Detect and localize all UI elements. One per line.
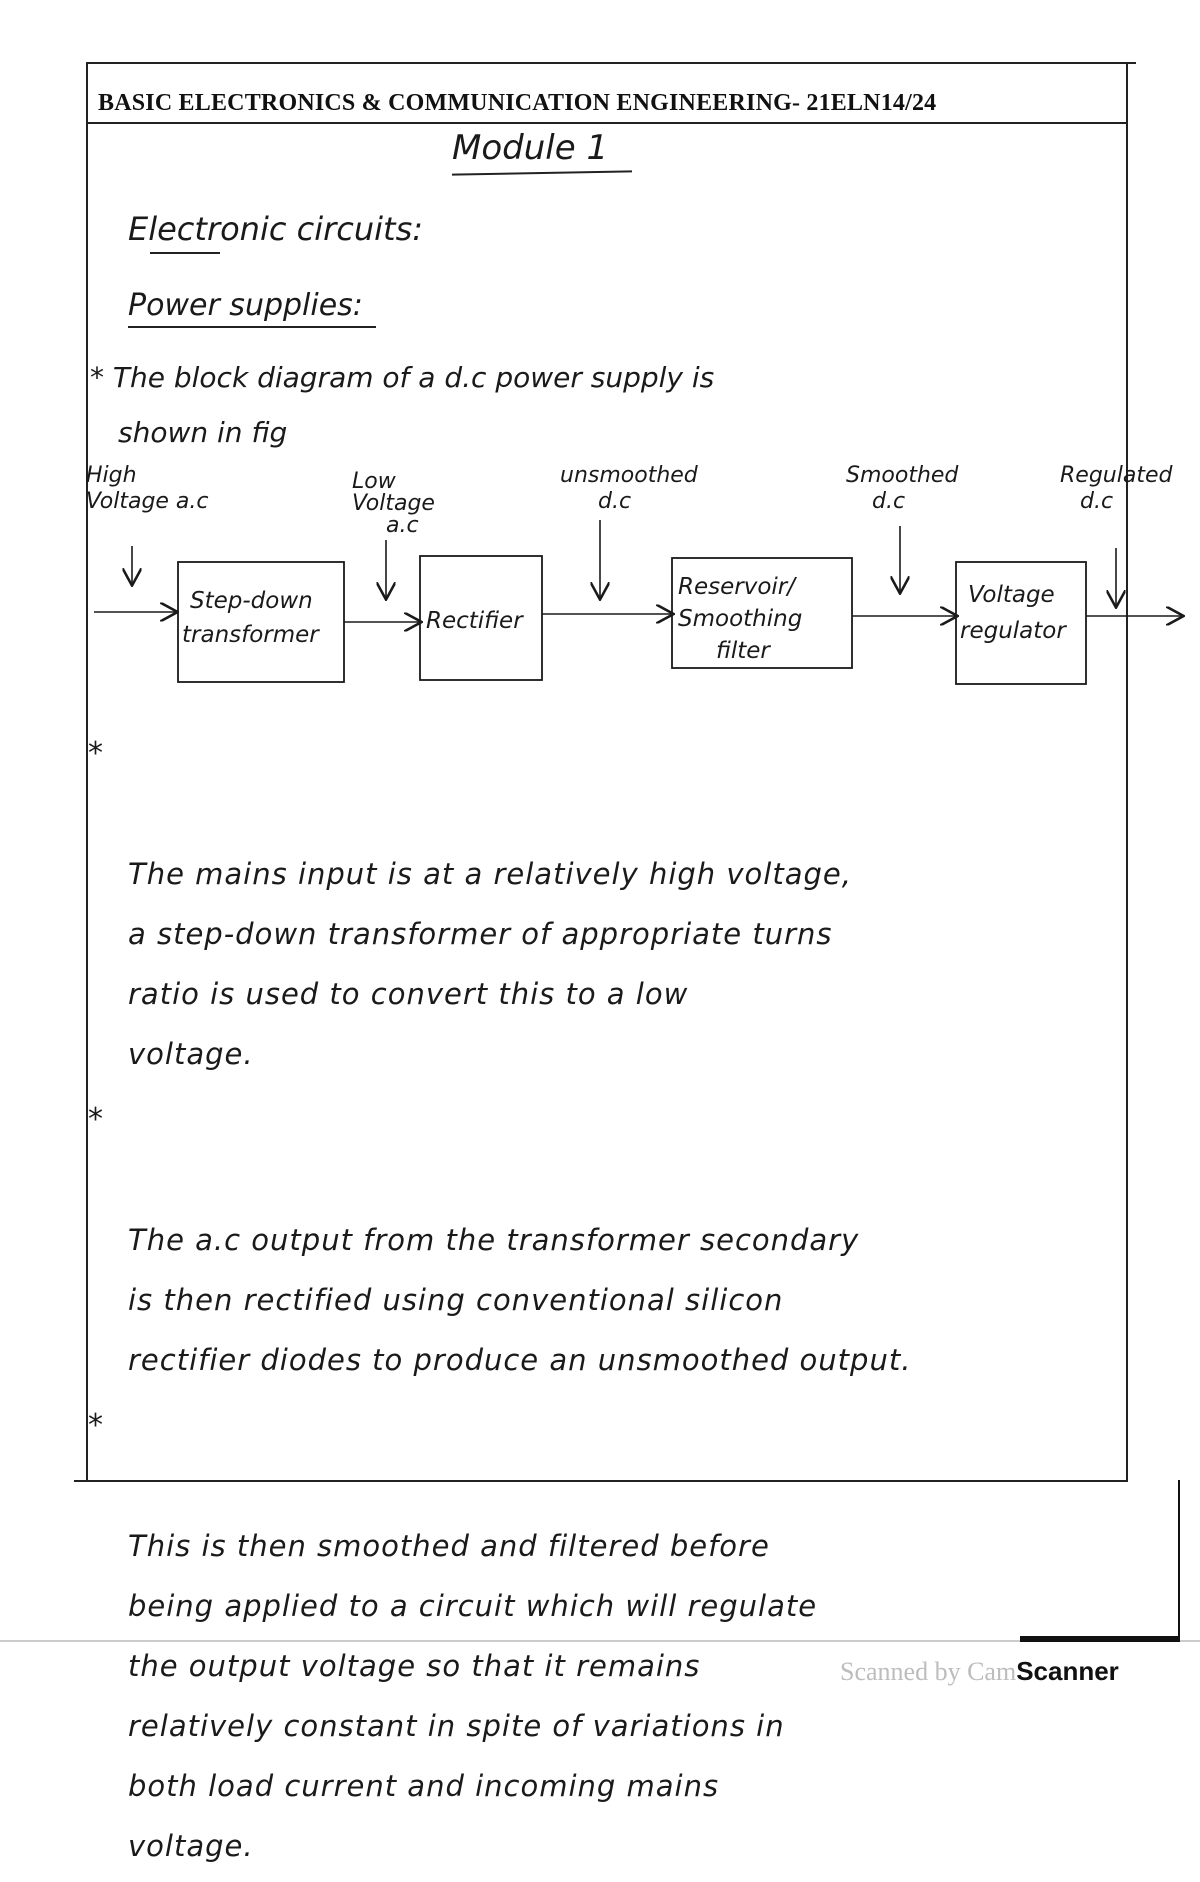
bullet-star-icon: * — [88, 736, 104, 771]
label-unsmoothed-dc: d.c — [598, 489, 632, 514]
label-smoothed: Smoothed — [846, 463, 959, 488]
header-rule — [88, 122, 1126, 124]
module-title-underline — [452, 170, 632, 175]
block-label-filter-1: Reservoir/ — [678, 574, 795, 600]
block-label-rectifier: Rectifier — [426, 608, 523, 634]
notes-list — [88, 724, 1148, 1882]
subsection-title: Power supplies: — [128, 288, 363, 323]
section-title: Electronic circuits: — [128, 210, 424, 248]
block-label-regulator-1: Voltage — [968, 582, 1055, 608]
note-item-1 — [88, 724, 1148, 1084]
intro-line-1: * The block diagram of a d.c power supply is — [90, 361, 715, 394]
block-label-filter-2: Smoothing — [678, 606, 803, 632]
note-text-2: The a.c output from the transformer secondary is then rectified using conventional silicon rectifier diodes to produce an unsmoothed output. — [128, 1223, 912, 1377]
scanner-watermark — [840, 1656, 1119, 1687]
block-label-transformer-1: Step-down — [190, 588, 313, 614]
note-item-2 — [88, 1090, 1148, 1390]
page-corner-line — [1178, 1480, 1180, 1640]
label-unsmoothed: unsmoothed — [560, 463, 698, 488]
bullet-star-icon: * — [88, 1408, 104, 1443]
scanner-watermark-brand: Scanner — [1016, 1656, 1119, 1686]
power-supply-block-diagram — [86, 450, 1186, 690]
label-high: High — [86, 463, 137, 488]
block-label-regulator-2: regulator — [960, 618, 1066, 644]
section-title-underline — [150, 252, 220, 254]
label-low: Low — [352, 469, 396, 494]
label-high-voltage-ac: Voltage a.c — [86, 489, 209, 514]
module-title: Module 1 — [452, 128, 609, 168]
label-regulated: Regulated — [1060, 463, 1173, 488]
intro-line-2: shown in fig — [118, 416, 288, 449]
note-item-3 — [88, 1396, 1148, 1876]
label-regulated-dc: d.c — [1080, 489, 1114, 514]
bullet-star-icon: * — [88, 1102, 104, 1137]
label-low-ac: a.c — [386, 513, 419, 538]
scanner-watermark-prefix: Scanned by Cam — [840, 1657, 1017, 1686]
frame-top-border — [88, 62, 1136, 64]
label-smoothed-dc: d.c — [872, 489, 906, 514]
subsection-title-underline — [128, 326, 376, 328]
note-text-1: The mains input is at a relatively high voltage, a step-down transformer of appropriate turns ratio is used to convert this to a low voltage. — [128, 857, 852, 1071]
page-header: BASIC ELECTRONICS & COMMUNICATION ENGINEERING- 21ELN14/24 — [98, 90, 937, 116]
label-low-voltage: Voltage — [352, 491, 435, 516]
block-label-transformer-2: transformer — [182, 622, 319, 648]
block-label-filter-3: filter — [716, 638, 770, 664]
note-text-3: This is then smoothed and filtered before being applied to a circuit which will regulate the output voltage so that it remains relatively constant in spite of variations in both load current and incoming mains voltage. — [128, 1529, 818, 1863]
